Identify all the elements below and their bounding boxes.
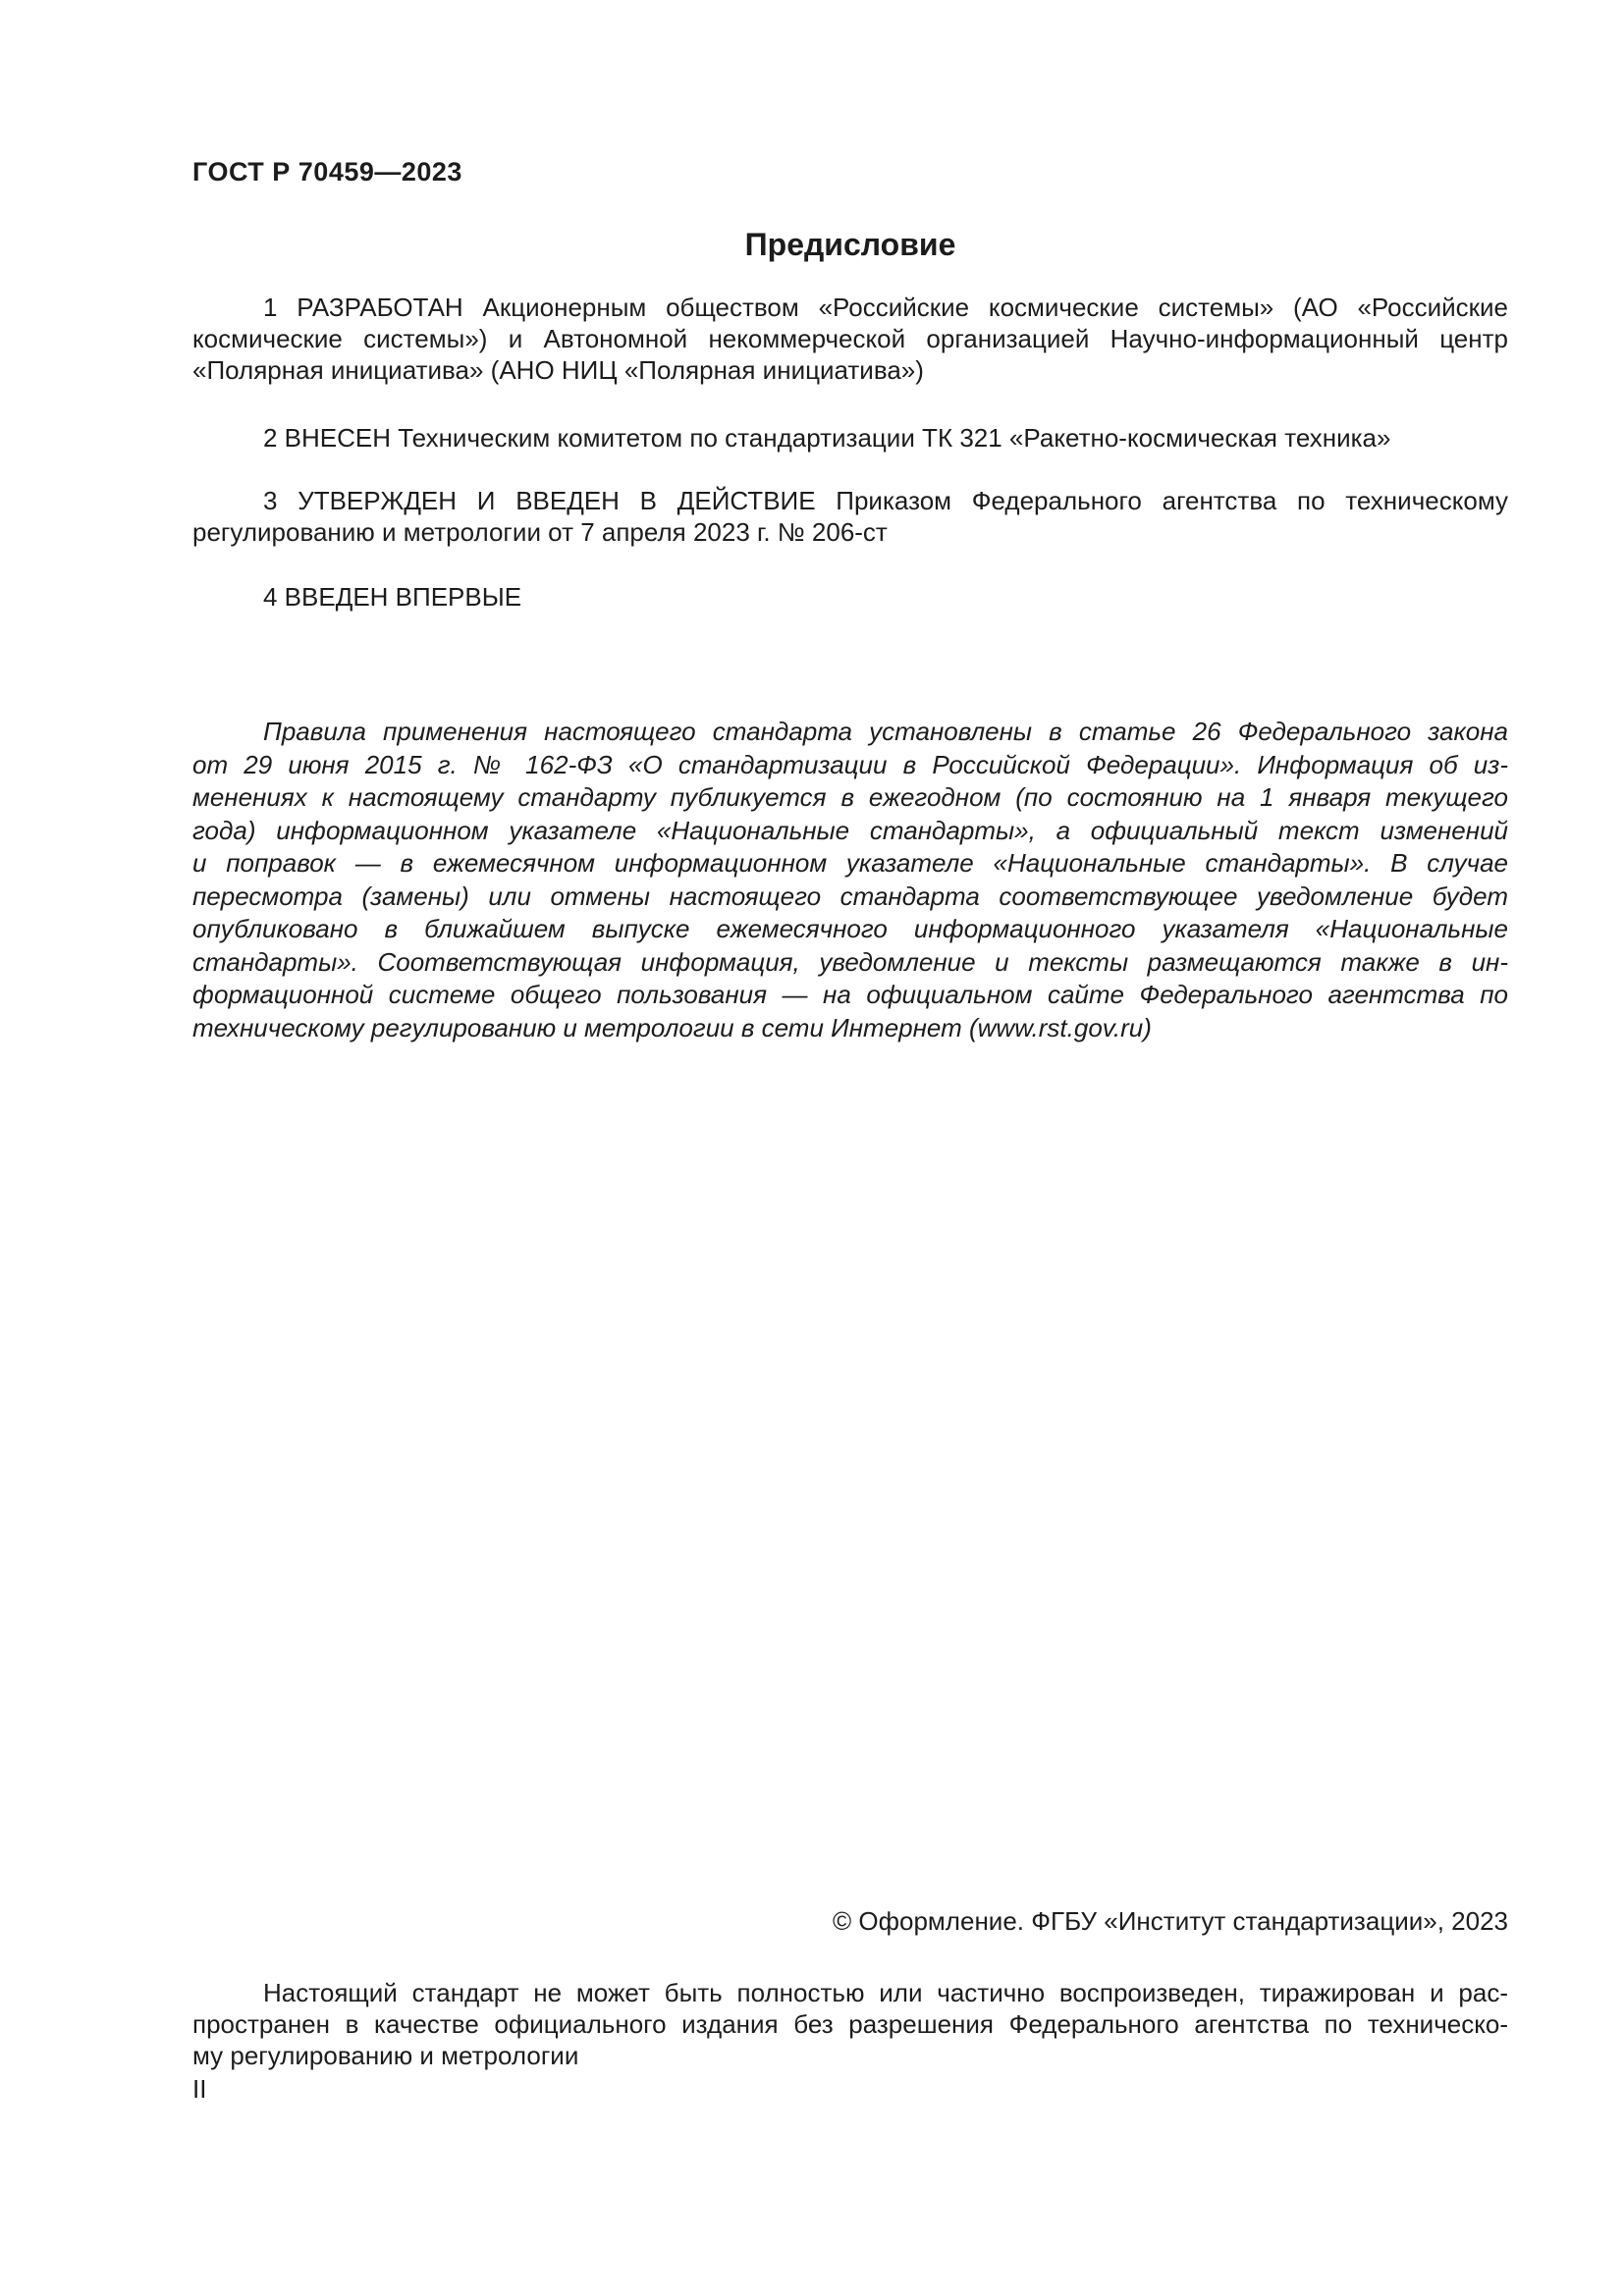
foreword-item-submitted <box>192 422 1508 454</box>
text-line: опубликовано в ближайшем выпуске ежемесячного информационного указателя «Национальные <box>192 914 1508 943</box>
foreword-item-developed <box>192 292 1508 386</box>
foreword-item-introduced <box>192 581 1508 613</box>
reproduction-restriction <box>192 1977 1508 2071</box>
foreword-title: Предисловие <box>744 227 956 262</box>
text-line: пространен в качестве официального издания без разрешения Федерального агентства по техническо- <box>192 2009 1508 2039</box>
text-line: от 29 июня 2015 г. № 162-ФЗ «О стандартизации в Российской Федерации». Информация об из- <box>192 749 1508 779</box>
text-line: и поправок — в ежемесячном информационном указателе «Национальные стандарты». В случае <box>192 848 1508 878</box>
copyright-line: © Оформление. ФГБУ «Институт стандартизации», 2023 <box>833 1906 1508 1936</box>
text-line: регулированию и метрологии от 7 апреля 2023 г. № 206-ст <box>192 517 888 547</box>
text-line: пересмотра (замены) или отмены настоящего стандарта соответствующее уведомление будет <box>192 881 1508 911</box>
text-line: му регулированию и метрологии <box>192 2041 579 2070</box>
text-line: техническому регулированию и метрологии в сети Интернет (www.rst.gov.ru) <box>192 1012 1152 1042</box>
text-line: 1 РАЗРАБОТАН Акционерным обществом «Российские космические системы» (АО «Российские <box>263 293 1508 322</box>
page-number: II <box>192 2074 207 2104</box>
standard-code: ГОСТ Р 70459—2023 <box>192 157 462 187</box>
text-line: 2 ВНЕСЕН Техническим комитетом по стандартизации ТК 321 «Ракетно-космическая техника» <box>263 423 1391 453</box>
text-line: Правила применения настоящего стандарта установлены в статье 26 Федерального закона <box>263 717 1508 746</box>
application-rules-note <box>192 716 1508 1044</box>
text-line: 4 ВВЕДЕН ВПЕРВЫЕ <box>263 582 522 612</box>
foreword-item-approved <box>192 485 1508 548</box>
text-line: космические системы») и Автономной некоммерческой организацией Научно-информационный центр <box>192 324 1508 353</box>
text-line: стандарты». Соответствующая информация, уведомление и тексты размещаются также в ин- <box>192 946 1508 977</box>
text-line: Настоящий стандарт не может быть полностью или частично воспроизведен, тиражирован и рас- <box>263 1978 1508 2007</box>
text-line: формационной системе общего пользования — на официальном сайте Федерального агентства по <box>192 980 1508 1009</box>
text-line: года) информационном указателе «Национальные стандарты», а официальный текст изменений <box>192 815 1508 845</box>
text-line: «Полярная инициатива» (АНО НИЦ «Полярная инициатива») <box>192 355 924 385</box>
text-line: 3 УТВЕРЖДЕН И ВВЕДЕН В ДЕЙСТВИЕ Приказом Федерального агентства по техническому <box>263 486 1508 515</box>
text-line: менениях к настоящему стандарту публикуется в ежегодном (по состоянию на 1 января текущего <box>192 782 1508 812</box>
